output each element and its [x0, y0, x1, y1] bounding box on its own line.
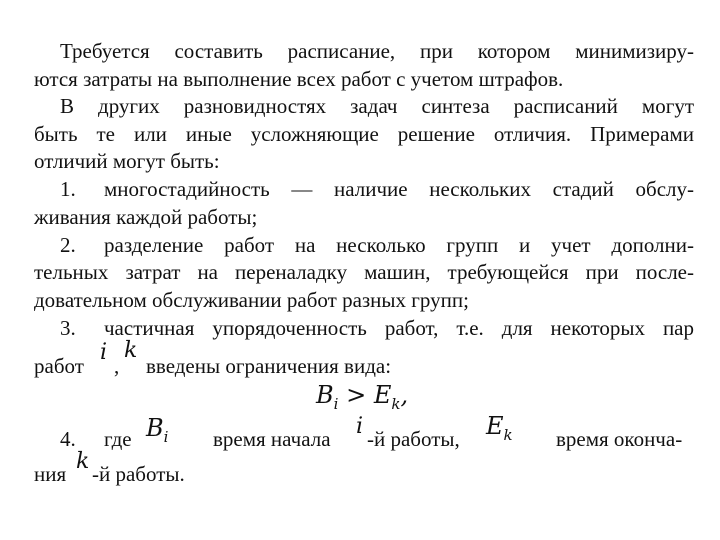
list-item-text: разделение работ на несколько групп и учет дополни-: [104, 233, 694, 257]
list-number: 1.: [60, 177, 76, 201]
text-fragment: введены ограничения вида:: [146, 354, 392, 378]
formula-tail: ,: [400, 381, 409, 409]
paragraph-line: быть те или иные усложняющие решение отличия. Примерами: [34, 122, 694, 146]
list-item-text: тельных затрат на переналадку машин, требующейся при после-: [34, 260, 694, 284]
list-item-text: частичная упорядоченность работ, т.е. для некоторых пар: [104, 316, 694, 340]
paragraph-line: ются затраты на выполнение всех работ с учетом штрафов.: [34, 67, 564, 91]
list-item-text: довательном обслуживании работ разных групп;: [34, 288, 469, 312]
formula-lhs: B: [316, 381, 334, 409]
list-item-text: многостадийность — наличие нескольких стадий обслу-: [104, 177, 694, 201]
text-fragment: ,: [114, 354, 120, 378]
list-number: 2.: [60, 233, 76, 257]
math-symbol-b: $B_i$: [146, 414, 169, 446]
text-fragment: время начала: [213, 427, 331, 451]
text-fragment: -й работы,: [367, 427, 460, 451]
list-number: 4.: [60, 427, 76, 451]
formula-op: >: [346, 381, 367, 409]
text-fragment: где: [104, 427, 132, 451]
paragraph-line: В других разновидностях задач синтеза расписаний могут: [60, 94, 694, 118]
math-symbol-k: k: [76, 449, 90, 474]
formula: [316, 381, 408, 413]
text-fragment: ния: [34, 462, 67, 486]
list-item-text: живания каждой работы;: [34, 205, 258, 229]
list-number: 3.: [60, 316, 76, 340]
paragraph-line: Требуется составить расписание, при котором минимизиру-: [60, 39, 694, 63]
text-fragment: работ: [34, 354, 84, 378]
formula-rhs: E: [373, 381, 392, 409]
math-symbol-k: k: [124, 338, 138, 363]
text-fragment: -й работы.: [92, 462, 185, 486]
math-symbol-i: i: [356, 414, 364, 439]
paragraph-line: отличий могут быть:: [34, 149, 220, 173]
math-symbol-e: $E_k$: [486, 412, 513, 444]
formula-rhs-sub: k: [391, 394, 401, 413]
text-fragment: время оконча-: [556, 427, 683, 451]
math-symbol-i: i: [100, 340, 108, 365]
formula-lhs-sub: i: [333, 394, 339, 413]
